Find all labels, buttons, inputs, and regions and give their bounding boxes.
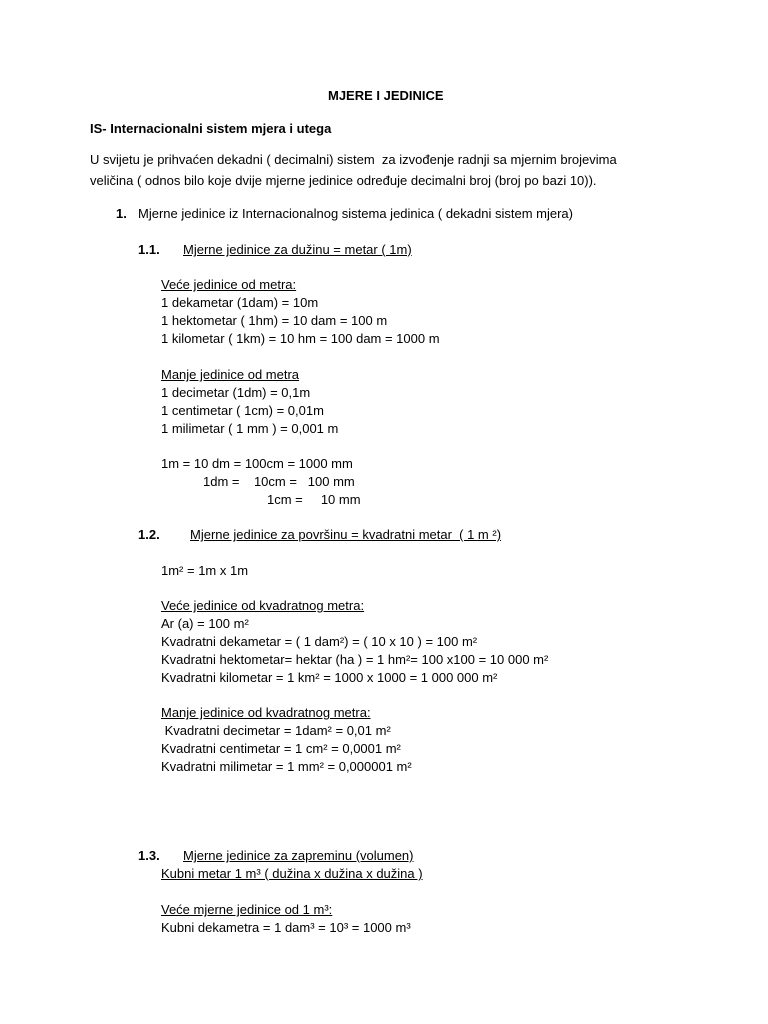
section-1-title: Mjerne jedinice iz Internacionalnog sistema jedinica ( dekadni sistem mjera)	[138, 206, 573, 221]
volume-larger-item: Kubni dekametra = 1 dam³ = 10³ = 1000 m³	[161, 920, 411, 935]
section-1-3-title: Mjerne jedinice za zapreminu (volumen)	[183, 848, 414, 863]
area-smaller-item: Kvadratni milimetar = 1 mm² = 0,000001 m²	[161, 759, 412, 774]
area-larger-item: Ar (a) = 100 m²	[161, 616, 249, 631]
length-smaller-item: 1 milimetar ( 1 mm ) = 0,001 m	[161, 421, 339, 436]
area-larger-item: Kvadratni dekametar = ( 1 dam²) = ( 10 x 10 ) = 100 m²	[161, 634, 478, 649]
intro-line-2: veličina ( odnos bilo koje dvije mjerne jedinice određuje decimalni broj (broj po bazi 10)).	[90, 173, 597, 188]
page-title: MJERE I JEDINICE	[328, 88, 444, 103]
area-larger-item: Kvadratni hektometar= hektar (ha ) = 1 hm²= 100 x100 = 10 000 m²	[161, 652, 549, 667]
section-1-3-number: 1.3.	[138, 848, 160, 863]
area-larger-item: Kvadratni kilometar = 1 km² = 1000 x 1000 = 1 000 000 m²	[161, 670, 498, 685]
length-smaller-heading: Manje jedinice od metra	[161, 367, 300, 382]
length-larger-item: 1 hektometar ( 1hm) = 10 dam = 100 m	[161, 313, 388, 328]
section-1-2-number: 1.2.	[138, 527, 160, 542]
intro-line-1: U svijetu je prihvaćen dekadni ( decimalni) sistem za izvođenje radnji sa mjernim brojevima	[90, 152, 617, 167]
section-1-1-title: Mjerne jedinice za dužinu = metar ( 1m)	[183, 242, 412, 257]
length-smaller-item: 1 centimetar ( 1cm) = 0,01m	[161, 403, 324, 418]
length-conversion: 1cm = 10 mm	[267, 492, 361, 507]
subtitle: IS- Internacionalni sistem mjera i utega	[90, 121, 332, 136]
volume-larger-heading: Veće mjerne jedinice od 1 m³:	[161, 902, 333, 917]
length-larger-heading: Veće jedinice od metra:	[161, 277, 297, 292]
area-smaller-item: Kvadratni centimetar = 1 cm² = 0,0001 m²	[161, 741, 401, 756]
length-conversion: 1dm = 10cm = 100 mm	[203, 474, 355, 489]
cubic-meter-definition: Kubni metar 1 m³ ( dužina x dužina x dužina )	[161, 866, 423, 881]
area-larger-heading: Veće jedinice od kvadratnog metra:	[161, 598, 365, 613]
length-larger-item: 1 kilometar ( 1km) = 10 hm = 100 dam = 1000 m	[161, 331, 440, 346]
section-1-2-title: Mjerne jedinice za površinu = kvadratni metar ( 1 m ²)	[190, 527, 502, 542]
section-1-number: 1.	[116, 206, 127, 221]
area-smaller-item: Kvadratni decimetar = 1dam² = 0,01 m²	[161, 723, 391, 738]
area-smaller-heading: Manje jedinice od kvadratnog metra:	[161, 705, 371, 720]
section-1-1-number: 1.1.	[138, 242, 160, 257]
area-formula: 1m² = 1m x 1m	[161, 563, 249, 578]
length-conversion: 1m = 10 dm = 100cm = 1000 mm	[161, 456, 353, 471]
length-larger-item: 1 dekametar (1dam) = 10m	[161, 295, 319, 310]
length-smaller-item: 1 decimetar (1dm) = 0,1m	[161, 385, 311, 400]
